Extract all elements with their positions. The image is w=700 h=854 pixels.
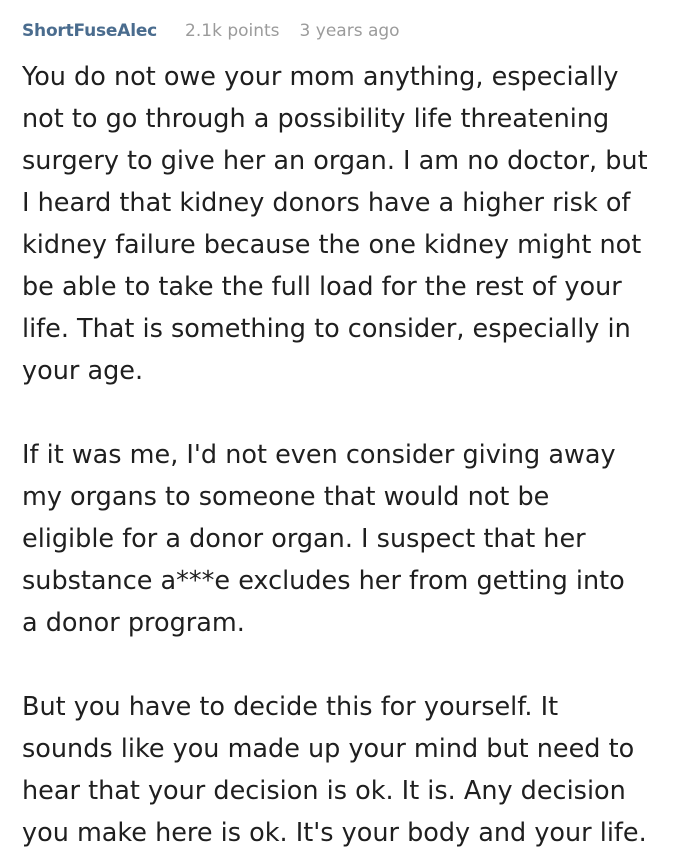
points-count: 2.1k points [185, 21, 280, 41]
comment-paragraph [22, 56, 694, 392]
comment-line: surgery to give her an organ. I am no doctor, but [22, 146, 648, 176]
comment-line: hear that your decision is ok. It is. Any decision [22, 776, 626, 806]
username-link[interactable]: ShortFuseAlec [22, 21, 158, 41]
comment-line: You do not owe your mom anything, especially [22, 62, 619, 92]
comment-line: not to go through a possibility life threatening [22, 104, 610, 134]
comment-line: your age. [22, 356, 144, 386]
comment-line: be able to take the full load for the rest of your [22, 272, 622, 302]
comment-line: But you have to decide this for yourself. It [22, 692, 559, 722]
comment [22, 18, 694, 854]
comment-paragraph [22, 434, 694, 644]
comment-line: substance a***e excludes her from getting into [22, 566, 625, 596]
comment-meta [22, 18, 694, 44]
comment-line: sounds like you made up your mind but need to [22, 734, 635, 764]
timestamp[interactable]: 3 years ago [299, 21, 400, 41]
comment-line: my organs to someone that would not be [22, 482, 550, 512]
comment-line: kidney failure because the one kidney might not [22, 230, 642, 260]
comment-line: If it was me, I'd not even consider giving away [22, 440, 616, 470]
comment-body [22, 56, 694, 854]
comment-line: you make here is ok. It's your body and your life. [22, 818, 647, 848]
comment-line: I heard that kidney donors have a higher risk of [22, 188, 631, 218]
comment-line: a donor program. [22, 608, 245, 638]
comment-line: eligible for a donor organ. I suspect that her [22, 524, 586, 554]
comment-line: life. That is something to consider, especially in [22, 314, 631, 344]
comment-paragraph [22, 686, 694, 854]
